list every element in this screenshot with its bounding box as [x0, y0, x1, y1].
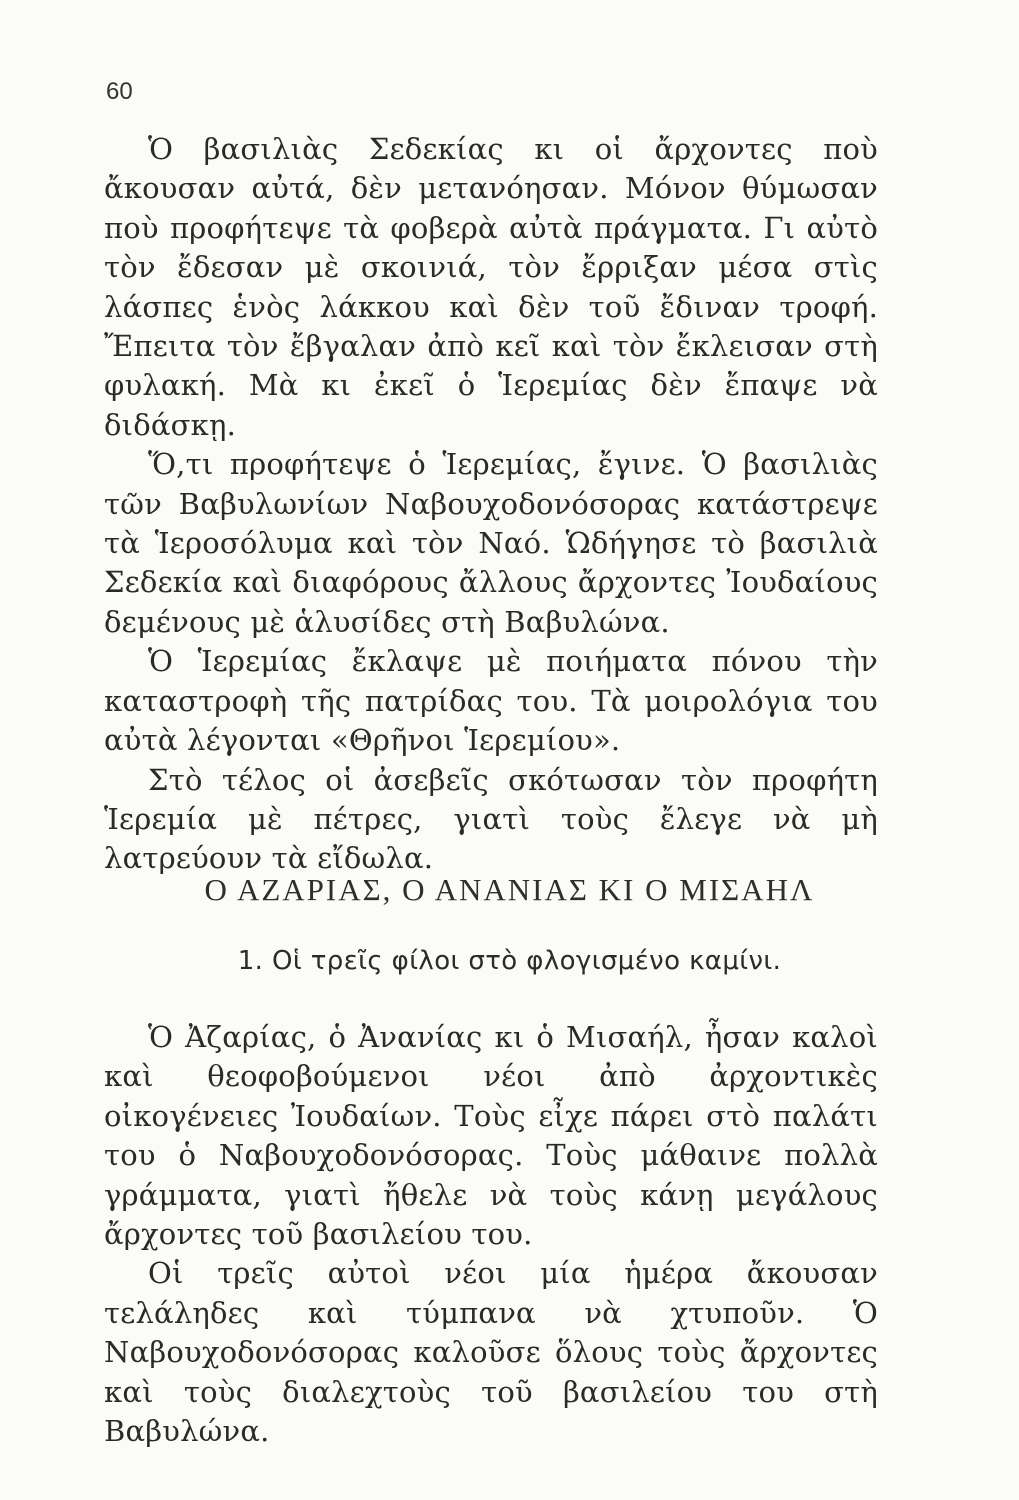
text-block-intro [104, 130, 878, 879]
text-block-chapter [104, 1018, 878, 1451]
page-number: 60 [106, 78, 133, 105]
paragraph: Οἱ τρεῖς αὐτοὶ νέοι μία ἡμέρα ἄκουσαν τελάληδες καὶ τύμπανα νὰ χτυποῦν. Ὁ Ναβουχοδονόσορας καλοῦσε ὅλους τοὺς ἄρχοντες καὶ τοὺς διαλεχτοὺς τοῦ βασιλείου του στὴ Βαβυλώνα. [104, 1256, 878, 1449]
paragraph: Ὁ βασιλιὰς Σεδεκίας κι οἱ ἄρχοντες ποὺ ἄκουσαν αὐτά, δὲν μετανόησαν. Μόνον θύμωσαν ποὺ προφήτεψε τὰ φοβερὰ αὐτὰ πράγματα. Γι αὐτὸ τὸν ἔδεσαν μὲ σκοινιά, τὸν ἔρριξαν μέσα στὶς λάσπες ἑνὸς λάκκου καὶ δὲν τοῦ ἔδιναν τροφή. Ἔπειτα τὸν ἔβγαλαν ἀπὸ κεῖ καὶ τὸν ἔκλεισαν στὴ φυλακή. Μὰ κι ἐκεῖ ὁ Ἱερεμίας δὲν ἔπαψε νὰ διδάσκῃ. [104, 132, 878, 442]
paragraph: Ὁ Ἀζαρίας, ὁ Ἀνανίας κι ὁ Μισαήλ, ἦσαν καλοὶ καὶ θεοφοβούμενοι νέοι ἀπὸ ἀρχοντικὲς οἰκογένειες Ἰουδαίων. Τοὺς εἶχε πάρει στὸ παλάτι του ὁ Ναβουχοδονόσορας. Τοὺς μάθαινε πολλὰ γράμματα, γιατὶ ἤθελε νὰ τοὺς κάνῃ μεγάλους ἄρχοντες τοῦ βασιλείου του. [104, 1020, 878, 1252]
chapter-title: Ο ΑΖΑΡΙΑΣ, Ο ΑΝΑΝΙΑΣ ΚΙ Ο ΜΙΣΑΗΛ [204, 872, 815, 907]
paragraph: Ὁ Ἱερεμίας ἔκλαψε μὲ ποιήματα πόνου τὴν καταστροφὴ τῆς πατρίδας του. Τὰ μοιρολόγια του αὐτὰ λέγονται «Θρῆνοι Ἱερεμίου». [104, 644, 878, 758]
paragraph: Στὸ τέλος οἱ ἀσεβεῖς σκότωσαν τὸν προφήτη Ἱερεμία μὲ πέτρες, γιατὶ τοὺς ἔλεγε νὰ μὴ λατρεύουν τὰ εἴδωλα. [104, 762, 878, 876]
section-title: 1. Οἱ τρεῖς φίλοι στὸ φλογισμένο καμίνι. [237, 946, 782, 976]
paragraph: Ὅ,τι προφήτεψε ὁ Ἱερεμίας, ἔγινε. Ὁ βασιλιὰς τῶν Βαβυλωνίων Ναβουχοδονόσορας κατάστρεψε τὰ Ἱεροσόλυμα καὶ τὸν Ναό. Ὡδήγησε τὸ βασιλιὰ Σεδεκία καὶ διαφόρους ἄλλους ἄρχοντες Ἰουδαίους δεμένους μὲ ἁλυσίδες στὴ Βαβυλώνα. [104, 447, 878, 639]
